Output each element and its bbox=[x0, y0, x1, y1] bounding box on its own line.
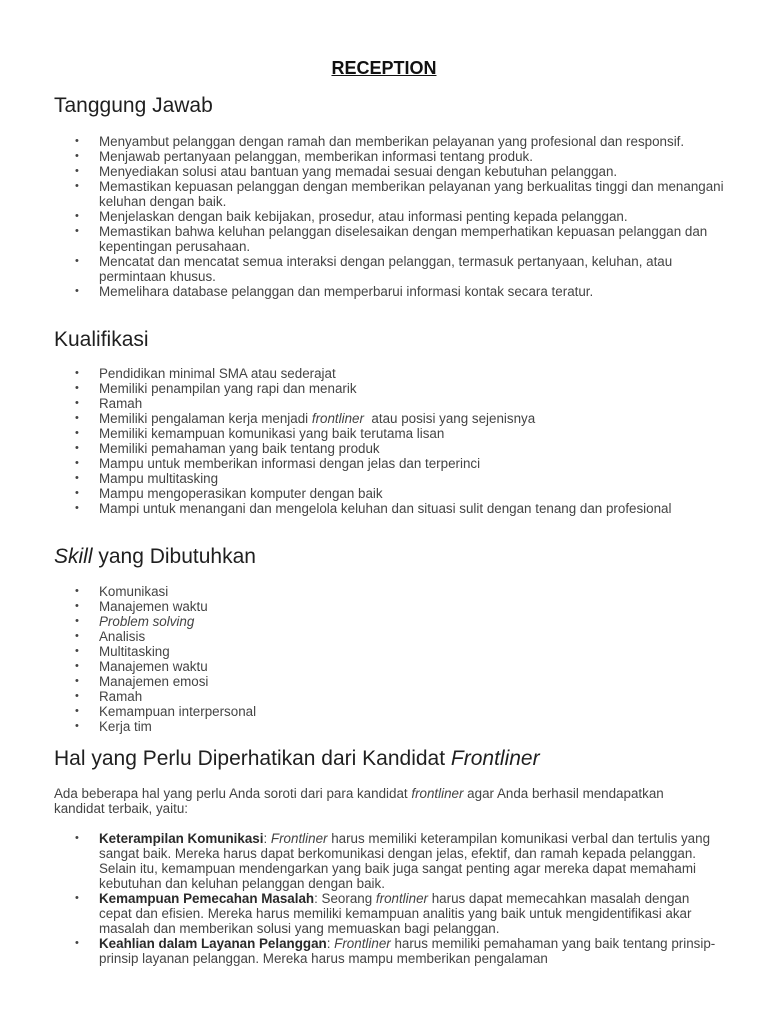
item-term: Keterampilan Komunikasi bbox=[99, 831, 264, 846]
intro-text: agar Anda berhasil mendapatkan kandidat terbaik, yaitu: bbox=[54, 786, 664, 816]
item-italic-text: frontliner bbox=[311, 411, 364, 426]
list-skill bbox=[54, 584, 724, 734]
list-item: • Mampu mengoperasikan komputer dengan baik bbox=[54, 486, 724, 501]
list-item: • Menjelaskan dengan baik kebijakan, prosedur, atau informasi penting kepada pelanggan. bbox=[54, 209, 724, 224]
document-title: RECEPTION bbox=[331, 58, 437, 78]
list-kualifikasi bbox=[54, 366, 724, 516]
list-item: • Memastikan bahwa keluhan pelanggan diselesaikan dengan memperhatikan kepuasan pelanggan dan kepentingan perusahaan. bbox=[54, 224, 724, 254]
list-item: • Problem solving bbox=[54, 614, 724, 629]
list-item: • Menjawab pertanyaan pelanggan, memberikan informasi tentang produk. bbox=[54, 149, 724, 164]
list-item bbox=[54, 891, 724, 936]
list-item: • Mampi untuk menangani dan mengelola keluhan dan situasi sulit dengan tenang dan profesional bbox=[54, 501, 724, 516]
list-item: • Manajemen waktu bbox=[54, 659, 724, 674]
intro-paragraph bbox=[54, 786, 694, 816]
heading-hal-perlu-diperhatikan bbox=[54, 747, 540, 771]
intro-italic: frontliner bbox=[411, 786, 464, 801]
list-tanggung-jawab bbox=[54, 134, 724, 299]
heading-kualifikasi: Kualifikasi bbox=[54, 328, 149, 351]
item-term: Kemampuan Pemecahan Masalah bbox=[99, 891, 315, 906]
heading-text: yang Dibutuhkan bbox=[92, 545, 256, 568]
list-item: • Mampu untuk memberikan informasi dengan jelas dan terperinci bbox=[54, 456, 724, 471]
item-sep: : bbox=[326, 936, 335, 951]
list-item: • Mampu multitasking bbox=[54, 471, 724, 486]
list-item: • Memastikan kepuasan pelanggan dengan memberikan pelayanan yang berkualitas tinggi dan menangani keluhan dengan baik. bbox=[54, 179, 724, 209]
list-item: • Ramah bbox=[54, 689, 724, 704]
list-item: • Ramah bbox=[54, 396, 724, 411]
list-item-experience bbox=[54, 411, 724, 426]
heading-skill bbox=[54, 545, 256, 569]
item-italic: Frontliner bbox=[270, 831, 328, 846]
list-item: • Kerja tim bbox=[54, 719, 724, 734]
list-item bbox=[54, 936, 724, 966]
item-text: atau posisi yang sejenisnya bbox=[363, 411, 536, 426]
item-text: harus dapat memecahkan masalah dengan cepat dan efisien. Mereka harus memiliki kemampuan analitis yang baik untuk mengidentifikasi akar masalah dan memberikan solusi yang memuaskan bagi pelanggan. bbox=[99, 891, 692, 936]
list-item: • Manajemen waktu bbox=[54, 599, 724, 614]
list-item: • Multitasking bbox=[54, 644, 724, 659]
item-italic: frontliner bbox=[375, 891, 428, 906]
heading-tanggung-jawab: Tanggung Jawab bbox=[54, 94, 213, 117]
heading-italic: Skill bbox=[54, 545, 93, 568]
list-item: • Menyediakan solusi atau bantuan yang memadai sesuai dengan kebutuhan pelanggan. bbox=[54, 164, 724, 179]
list-item: • Manajemen emosi bbox=[54, 674, 724, 689]
item-sep: : bbox=[263, 831, 271, 846]
list-item: • Komunikasi bbox=[54, 584, 724, 599]
list-item: • Kemampuan interpersonal bbox=[54, 704, 724, 719]
item-text: Memiliki pengalaman kerja menjadi bbox=[99, 411, 312, 426]
heading-italic: Frontliner bbox=[450, 747, 540, 770]
heading-text: Hal yang Perlu Diperhatikan dari Kandidat bbox=[54, 747, 451, 770]
item-italic: Frontliner bbox=[334, 936, 391, 951]
list-kandidat bbox=[54, 831, 724, 966]
list-item: • Memelihara database pelanggan dan memperbarui informasi kontak secara teratur. bbox=[54, 284, 724, 299]
list-item: • Menyambut pelanggan dengan ramah dan memberikan pelayanan yang profesional dan responsif. bbox=[54, 134, 724, 149]
list-item: • Analisis bbox=[54, 629, 724, 644]
list-item: • Memiliki kemampuan komunikasi yang baik terutama lisan bbox=[54, 426, 724, 441]
intro-text: Ada beberapa hal yang perlu Anda soroti dari para kandidat bbox=[54, 786, 412, 801]
list-item: • Memiliki pemahaman yang baik tentang produk bbox=[54, 441, 724, 456]
list-item bbox=[54, 831, 724, 891]
list-item: • Pendidikan minimal SMA atau sederajat bbox=[54, 366, 724, 381]
item-term: Keahlian dalam Layanan Pelanggan bbox=[99, 936, 327, 951]
item-sep: : Seorang bbox=[314, 891, 376, 906]
item-text: harus memiliki pemahaman yang baik tentang prinsip-prinsip layanan pelanggan. Mereka harus mampu memberikan pengalaman bbox=[99, 936, 716, 966]
list-item: • Mencatat dan mencatat semua interaksi dengan pelanggan, termasuk pertanyaan, keluhan, atau permintaan khusus. bbox=[54, 254, 724, 284]
list-item: • Memiliki penampilan yang rapi dan menarik bbox=[54, 381, 724, 396]
item-text: harus memiliki keterampilan komunikasi verbal dan tertulis yang sangat baik. Mereka harus dapat berkomunikasi dengan jelas, efektif, dan ramah kepada pelanggan. Selain itu, kemampuan mendengarkan yang baik juga sangat penting agar mereka dapat memahami kebutuhan dan keluhan pelanggan dengan baik. bbox=[99, 831, 711, 891]
